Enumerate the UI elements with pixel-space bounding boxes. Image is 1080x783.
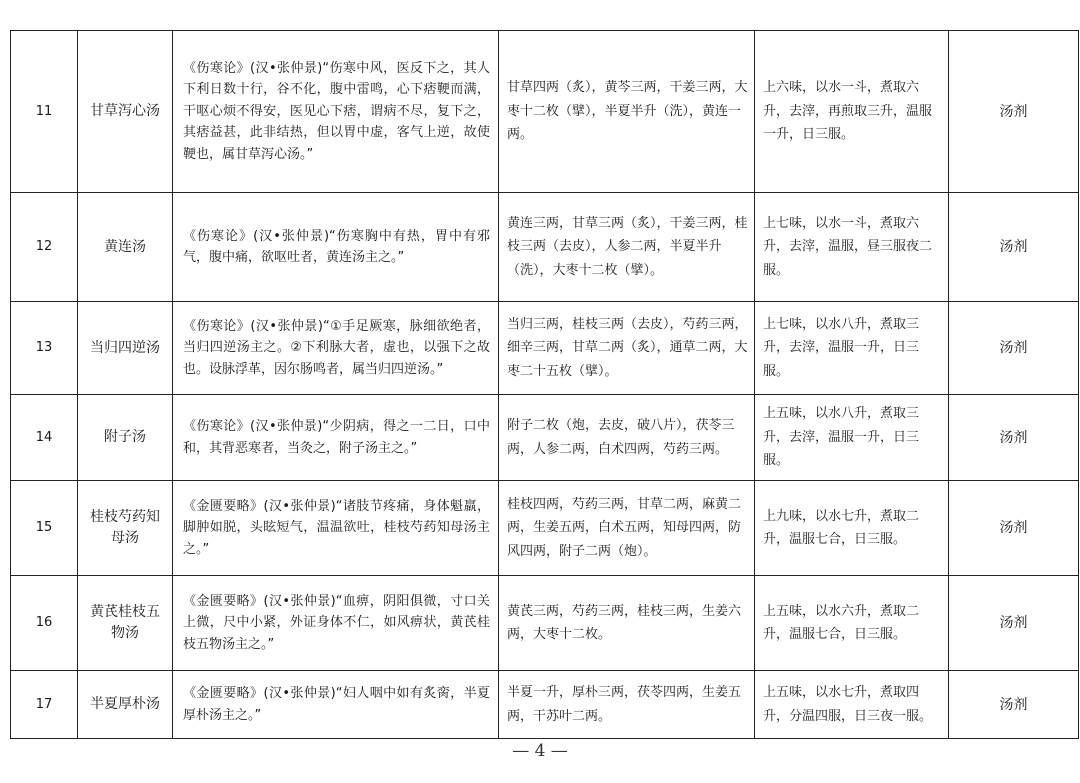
formula-name: 黄连汤 — [78, 193, 173, 302]
composition: 半夏一升，厚朴三两，茯苓四两，生姜五两，干苏叶二两。 — [499, 671, 755, 739]
preparation: 上七味，以水八升，煮取三升，去滓，温服一升，日三服。 — [755, 302, 949, 395]
formula-table — [10, 30, 1079, 739]
composition: 附子二枚（炮，去皮，破八片），茯苓三两，人参二两，白术四两，芍药三两。 — [499, 395, 755, 481]
dosage-form: 汤剂 — [949, 302, 1079, 395]
page-number: — 4 — — [512, 741, 568, 761]
row-number: 12 — [11, 193, 78, 302]
dosage-form: 汤剂 — [949, 31, 1079, 193]
table-row — [11, 481, 1079, 576]
table-row — [11, 31, 1079, 193]
classical-source: 《伤寒论》(汉•张仲景)“①手足厥寒，脉细欲绝者，当归四逆汤主之。②下利脉大者，虚也，以强下之故也。设脉浮革，因尔肠鸣者，属当归四逆汤。” — [173, 302, 499, 395]
formula-name: 附子汤 — [78, 395, 173, 481]
dosage-form: 汤剂 — [949, 671, 1079, 739]
dosage-form: 汤剂 — [949, 395, 1079, 481]
classical-source: 《金匮要略》(汉•张仲景)“妇人咽中如有炙脔，半夏厚朴汤主之。” — [173, 671, 499, 739]
table-row — [11, 671, 1079, 739]
preparation: 上五味，以水六升，煮取二升，温服七合，日三服。 — [755, 576, 949, 671]
composition: 甘草四两（炙），黄芩三两，干姜三两，大枣十二枚（擘），半夏半升（洗），黄连一两。 — [499, 31, 755, 193]
preparation: 上五味，以水七升，煮取四升，分温四服，日三夜一服。 — [755, 671, 949, 739]
formula-name: 桂枝芍药知母汤 — [78, 481, 173, 576]
preparation: 上五味，以水八升，煮取三升，去滓，温服一升，日三服。 — [755, 395, 949, 481]
preparation: 上六味，以水一斗，煮取六升，去滓，再煎取三升，温服一升，日三服。 — [755, 31, 949, 193]
table-row — [11, 395, 1079, 481]
row-number: 13 — [11, 302, 78, 395]
composition: 当归三两，桂枝三两（去皮），芍药三两，细辛三两，甘草二两（炙），通草二两，大枣二十五枚（擘）。 — [499, 302, 755, 395]
dosage-form: 汤剂 — [949, 576, 1079, 671]
row-number: 16 — [11, 576, 78, 671]
row-number: 11 — [11, 31, 78, 193]
formula-name: 当归四逆汤 — [78, 302, 173, 395]
row-number: 14 — [11, 395, 78, 481]
preparation: 上七味，以水一斗，煮取六升，去滓，温服，昼三服夜二服。 — [755, 193, 949, 302]
formula-name: 甘草泻心汤 — [78, 31, 173, 193]
preparation: 上九味，以水七升，煮取二升，温服七合，日三服。 — [755, 481, 949, 576]
row-number: 17 — [11, 671, 78, 739]
classical-source: 《金匮要略》(汉•张仲景)“血痹，阴阳俱微，寸口关上微，尺中小紧，外证身体不仁，如风痹状，黄芪桂枝五物汤主之。” — [173, 576, 499, 671]
dosage-form: 汤剂 — [949, 193, 1079, 302]
row-number: 15 — [11, 481, 78, 576]
composition: 桂枝四两，芍药三两，甘草二两，麻黄二两，生姜五两，白术五两，知母四两，防风四两，附子二两（炮）。 — [499, 481, 755, 576]
dosage-form: 汤剂 — [949, 481, 1079, 576]
table-row — [11, 302, 1079, 395]
classical-source: 《伤寒论》(汉•张仲景)“伤寒中风，医反下之，其人下利日数十行，谷不化，腹中雷鸣，心下痞鞕而满，干呕心烦不得安，医见心下痞，谓病不尽，复下之，其痞益甚，此非结热，但以胃中虚，客气上逆，故使鞕也，属甘草泻心汤。” — [173, 31, 499, 193]
composition: 黄连三两，甘草三两（炙），干姜三两，桂枝三两（去皮），人参二两，半夏半升（洗），大枣十二枚（擘）。 — [499, 193, 755, 302]
classical-source: 《金匮要略》(汉•张仲景)“诸肢节疼痛，身体魁羸，脚肿如脱，头眩短气，温温欲吐，桂枝芍药知母汤主之。” — [173, 481, 499, 576]
table-row — [11, 576, 1079, 671]
composition: 黄芪三两，芍药三两，桂枝三两，生姜六两，大枣十二枚。 — [499, 576, 755, 671]
table-row — [11, 193, 1079, 302]
classical-source: 《伤寒论》(汉•张仲景)“少阴病，得之一二日，口中和，其背恶寒者，当灸之，附子汤主之。” — [173, 395, 499, 481]
classical-source: 《伤寒论》(汉•张仲景)“伤寒胸中有热，胃中有邪气，腹中痛，欲呕吐者，黄连汤主之。” — [173, 193, 499, 302]
formula-name: 黄芪桂枝五物汤 — [78, 576, 173, 671]
formula-name: 半夏厚朴汤 — [78, 671, 173, 739]
